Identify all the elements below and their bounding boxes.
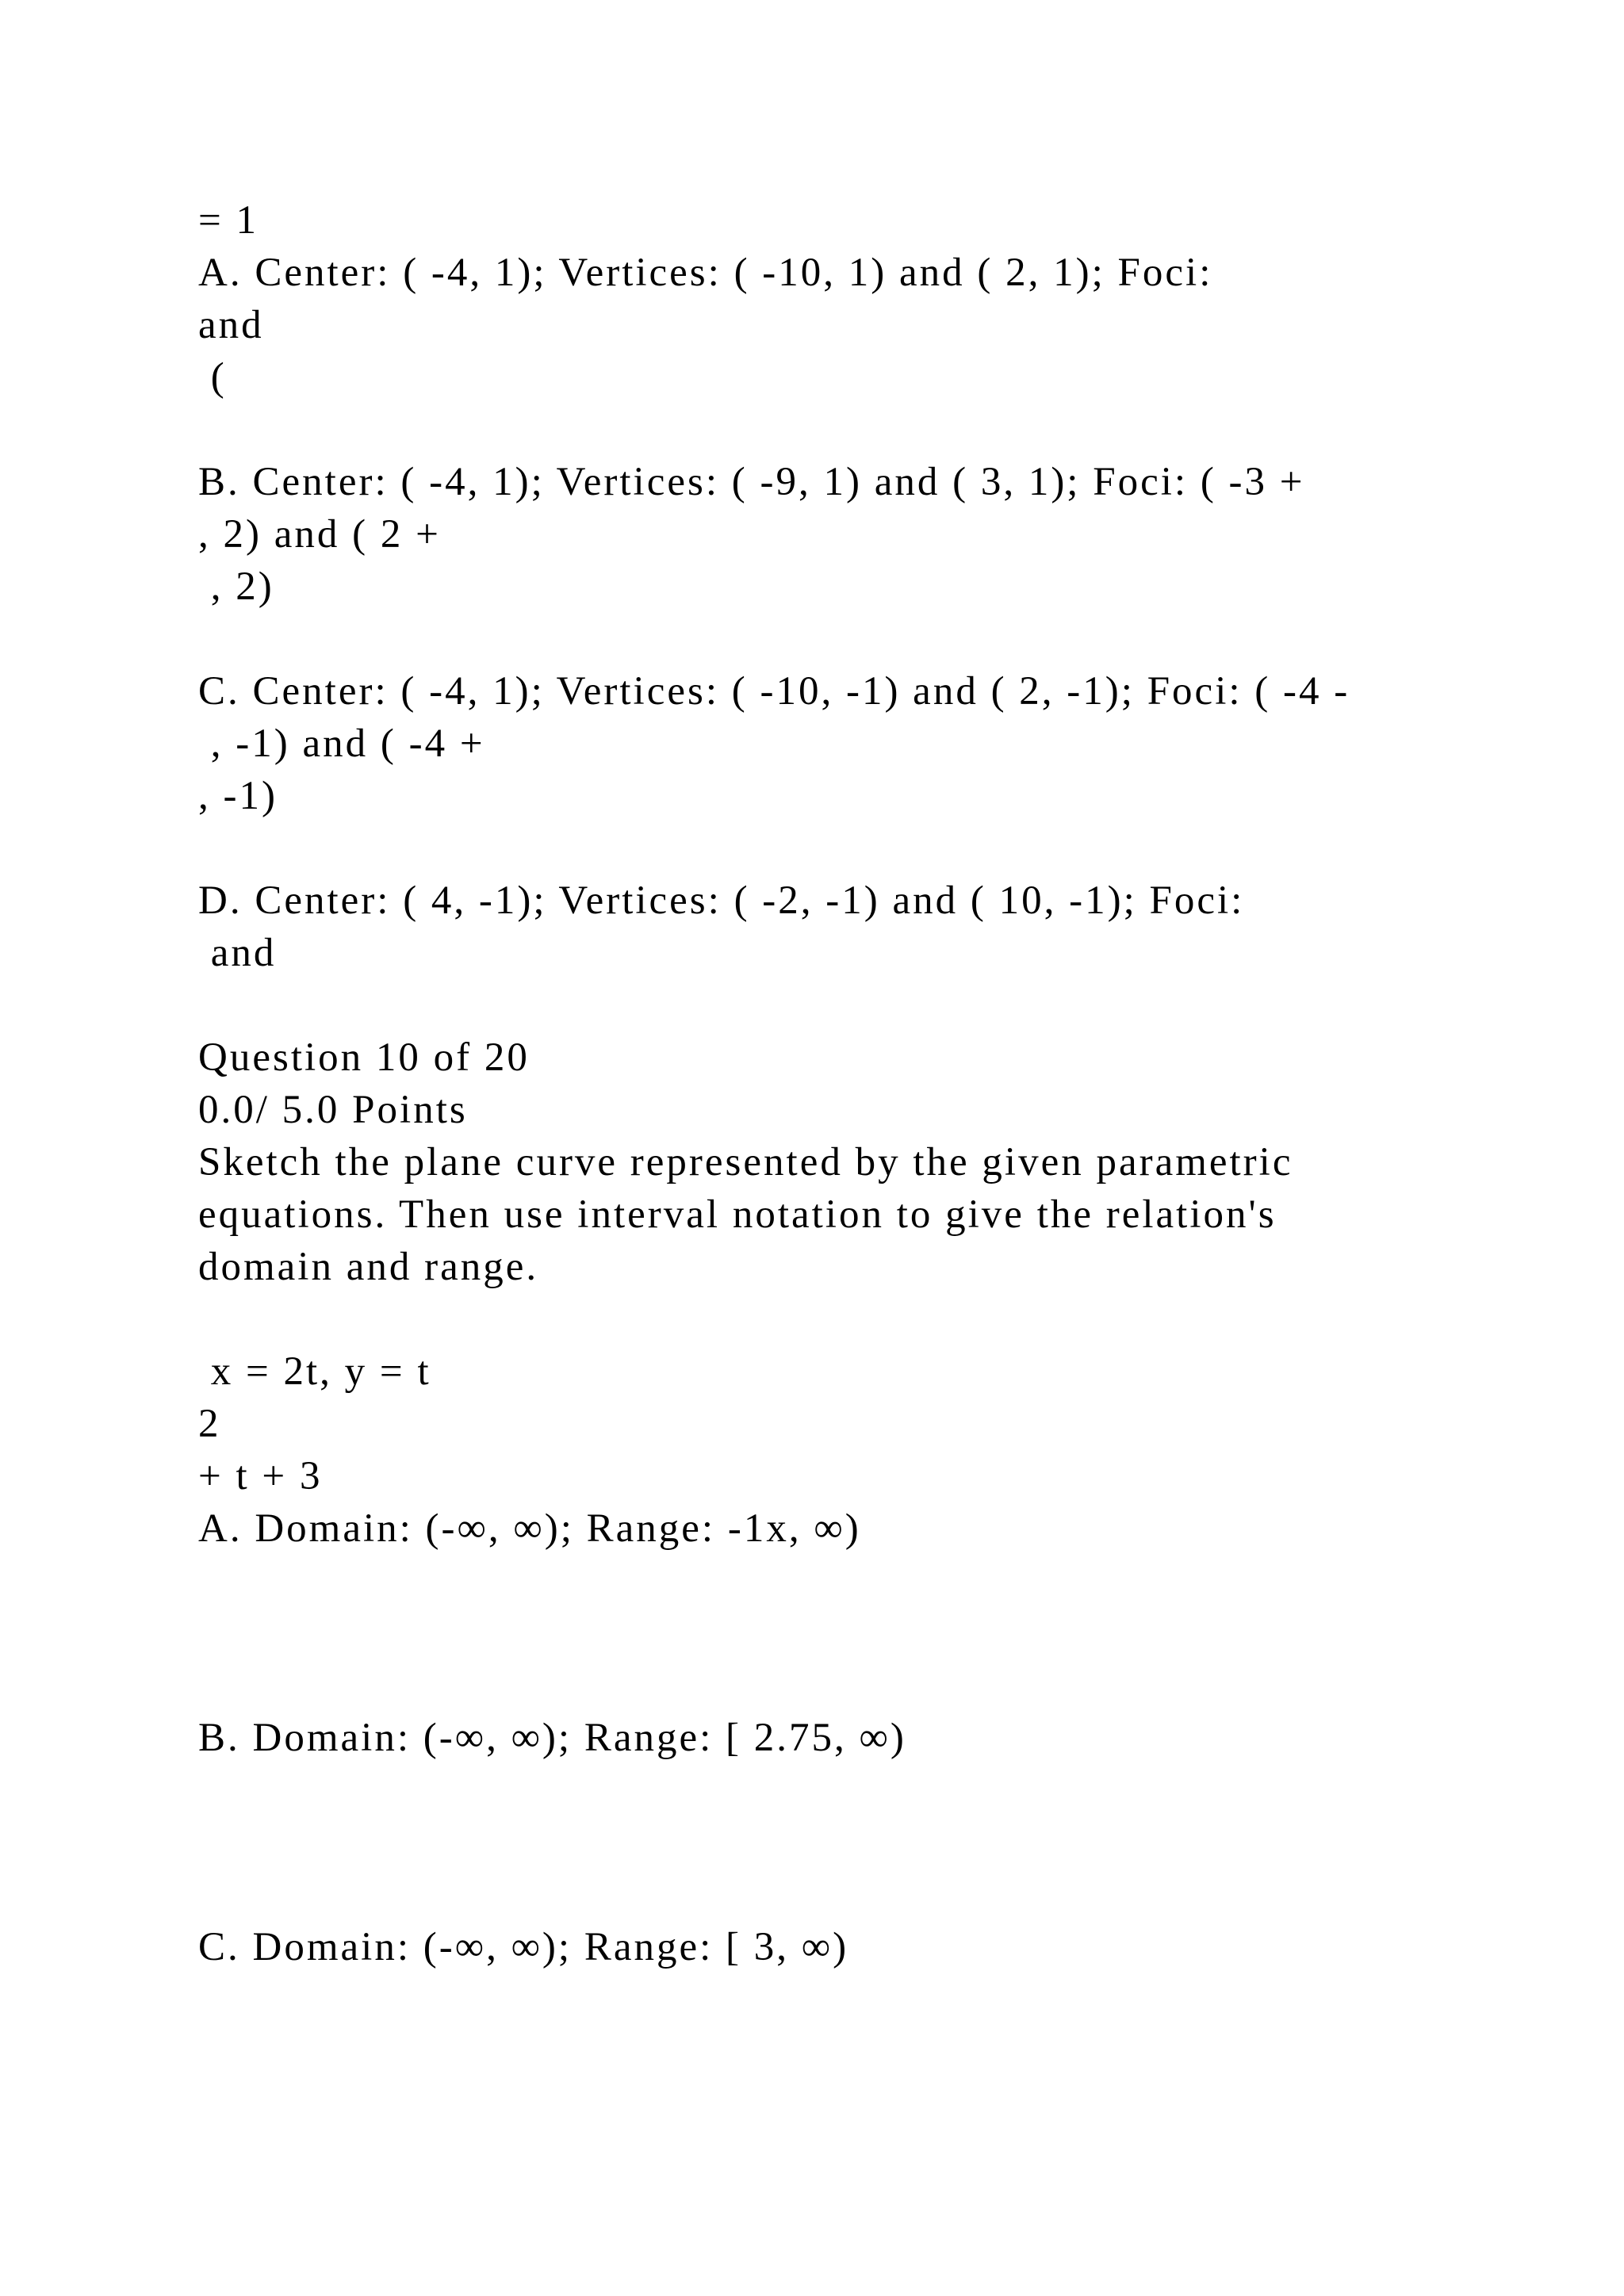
q9-option-a-line3: ( (198, 355, 227, 400)
question-prompt-line2: equations. Then use interval notation to give the relation's (198, 1192, 1277, 1237)
q9-option-c (198, 665, 1467, 822)
question-equation-line1: x = 2t, y = t (198, 1349, 431, 1394)
q9-option-d-line2: and (198, 931, 277, 975)
q9-option-a-line1: A. Center: ( -4, 1); Vertices: ( -10, 1) and ( 2, 1); Foci: (198, 251, 1213, 295)
q9-option-a (198, 247, 1467, 404)
question-equation-line2: 2 (198, 1402, 221, 1446)
question-10 (198, 1031, 1467, 1973)
document-body (198, 194, 1467, 1973)
q9-option-d-line1: D. Center: ( 4, -1); Vertices: ( -2, -1) and ( 10, -1); Foci: (198, 878, 1245, 923)
q9-option-a-line2: and (198, 303, 264, 347)
q9-option-c-line1: C. Center: ( -4, 1); Vertices: ( -10, -1) and ( 2, -1); Foci: ( -4 - (198, 669, 1350, 714)
spacer (198, 613, 1467, 665)
question-prompt-line3: domain and range. (198, 1245, 539, 1289)
q9-option-b-line2: , 2) and ( 2 + (198, 512, 441, 557)
spacer (198, 822, 1467, 874)
q9-option-b-line1: B. Center: ( -4, 1); Vertices: ( -9, 1) and ( 3, 1); Foci: ( -3 + (198, 460, 1305, 504)
question-points: 0.0/ 5.0 Points (198, 1088, 468, 1132)
q10-option-a: A. Domain: (-∞, ∞); Range: -1x, ∞) (198, 1506, 861, 1551)
spacer (198, 1555, 1467, 1712)
spacer (198, 1764, 1467, 1921)
q9-option-c-line2: , -1) and ( -4 + (198, 721, 485, 766)
question-equation-line3: + t + 3 (198, 1454, 323, 1498)
q10-option-c: C. Domain: (-∞, ∞); Range: [ 3, ∞) (198, 1925, 849, 1969)
q9-option-b (198, 456, 1467, 613)
q9-option-c-line3: , -1) (198, 774, 278, 818)
equation-tail: = 1 (198, 198, 259, 243)
question-header: Question 10 of 20 (198, 1035, 530, 1080)
spacer (198, 404, 1467, 456)
spacer (198, 979, 1467, 1031)
q10-option-b: B. Domain: (-∞, ∞); Range: [ 2.75, ∞) (198, 1716, 906, 1760)
q9-option-d (198, 874, 1467, 979)
question-prompt-line1: Sketch the plane curve represented by the given parametric (198, 1140, 1293, 1184)
spacer (198, 1293, 1467, 1345)
q9-option-b-line3: , 2) (198, 564, 274, 609)
